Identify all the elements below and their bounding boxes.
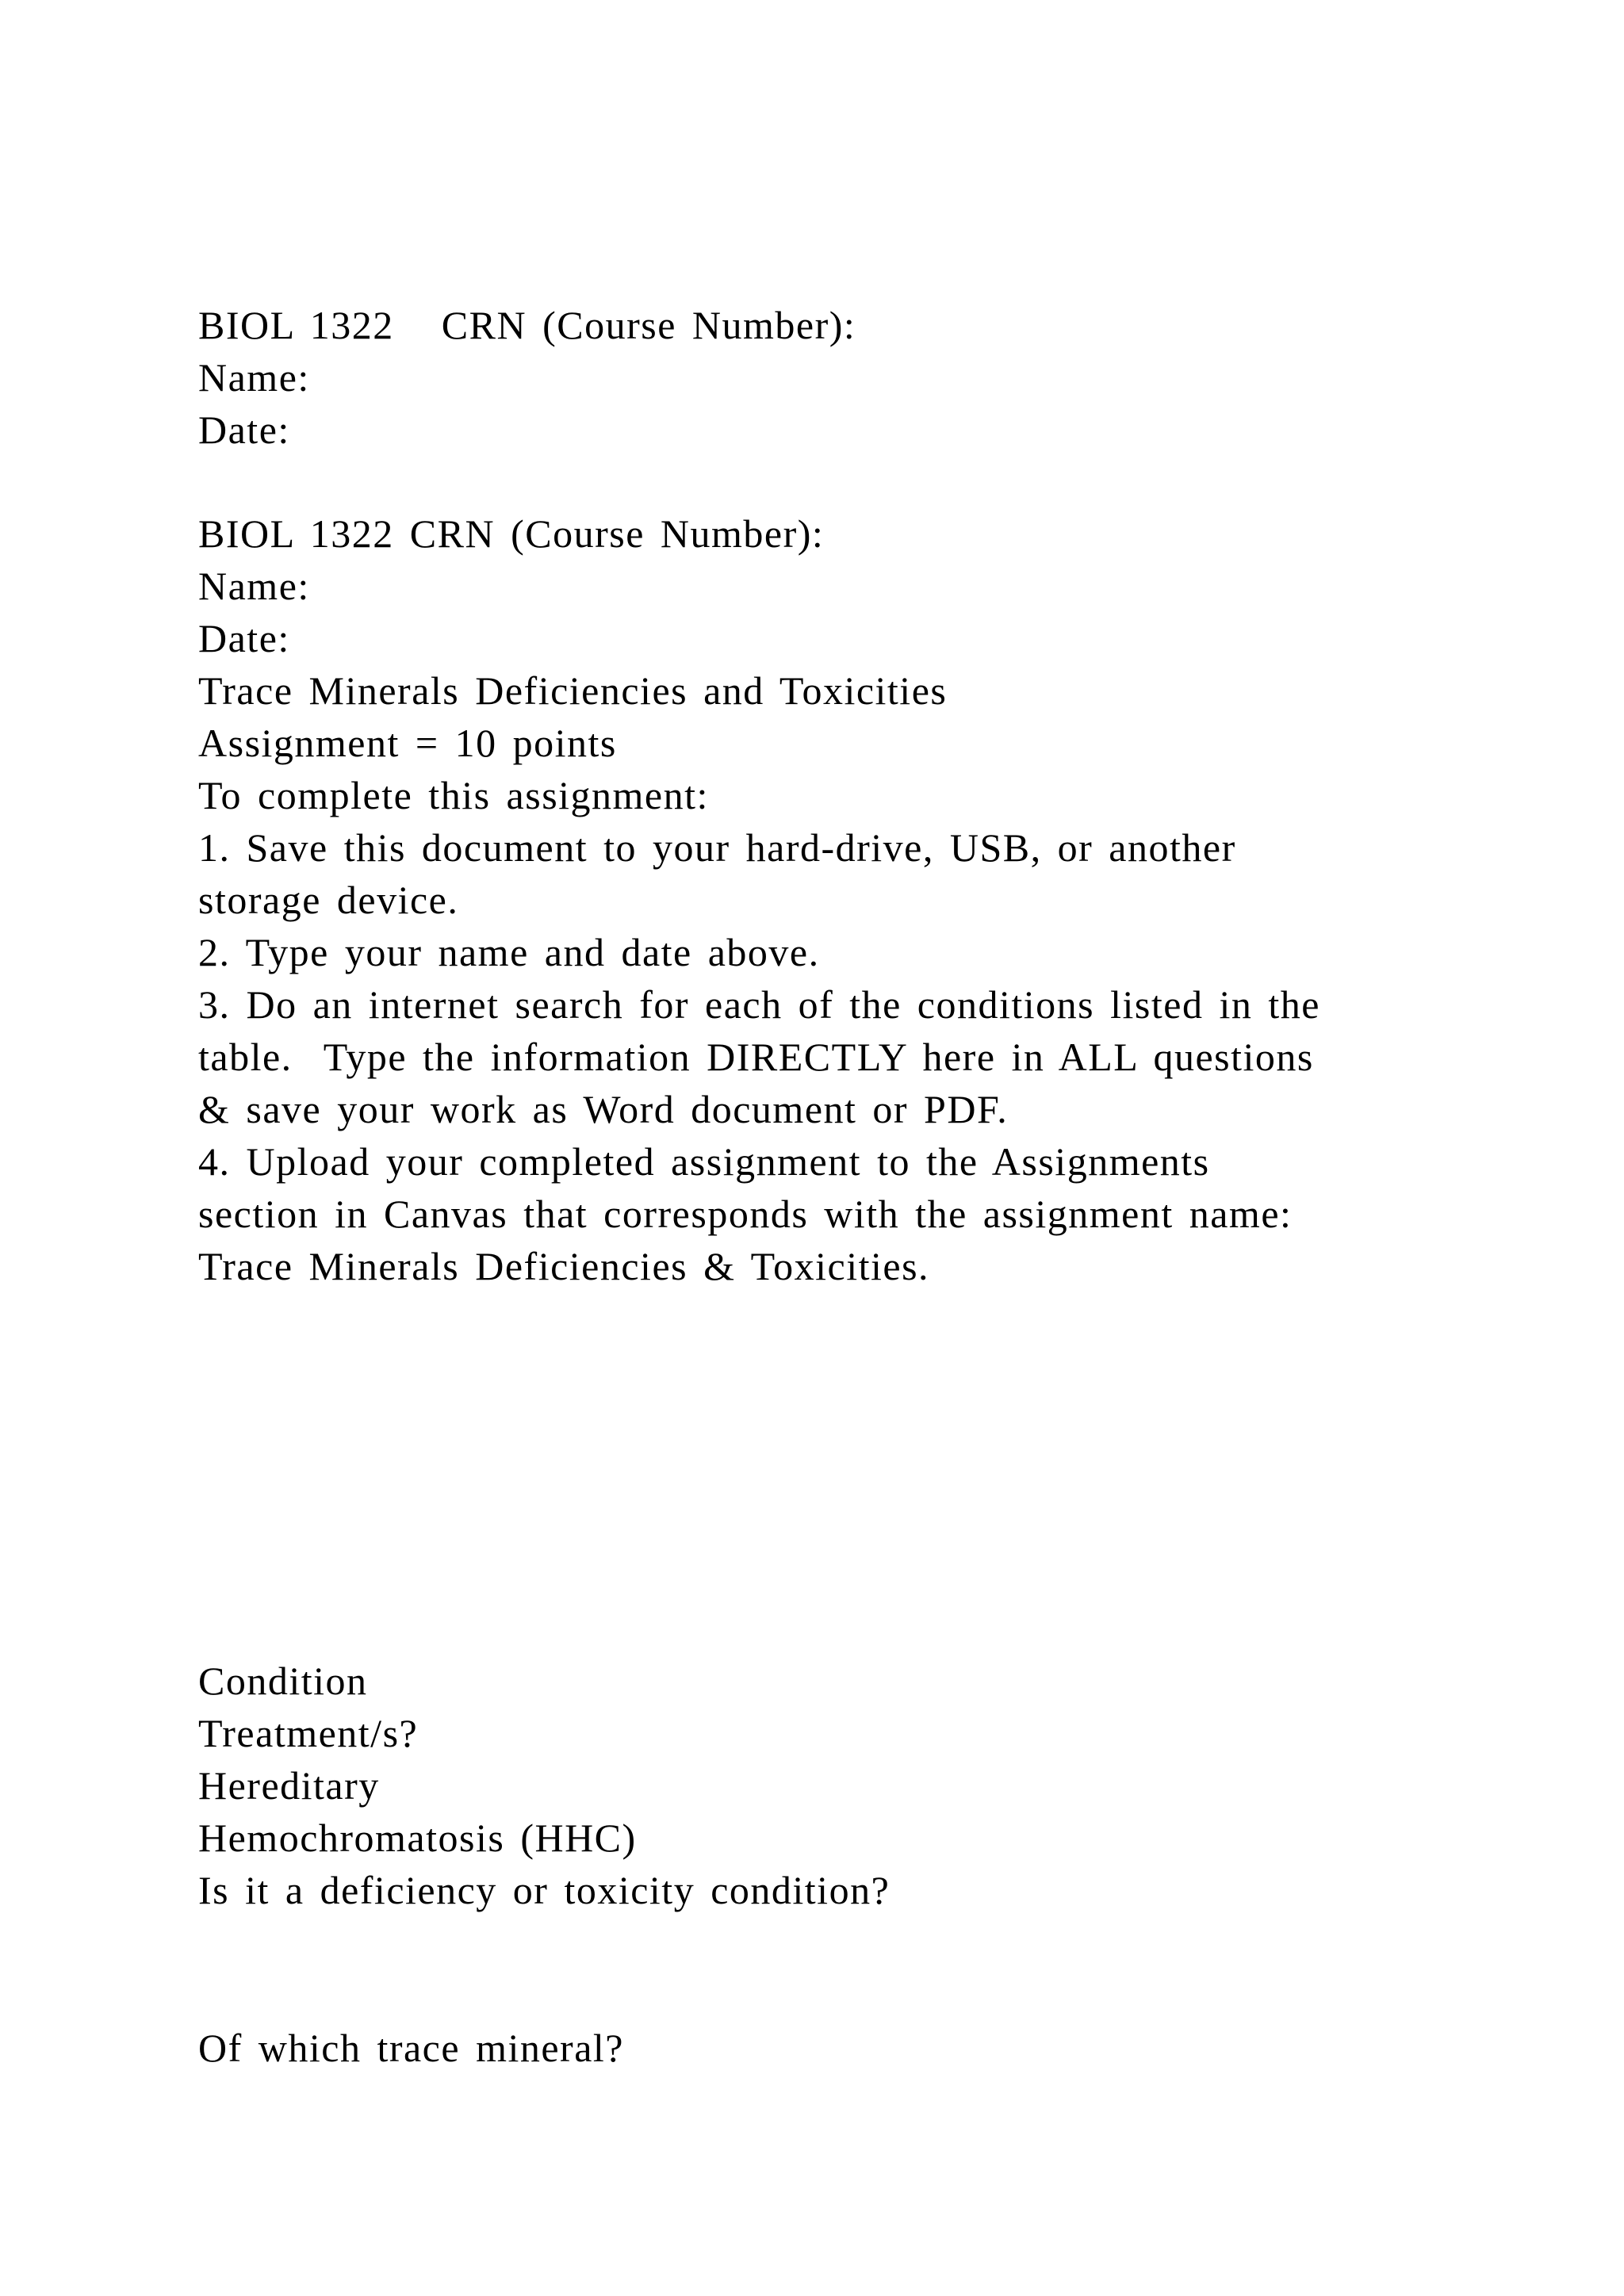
instruction-line: 1. Save this document to your hard-drive, USB, or another [198, 825, 1236, 870]
condition-name-line-1: Hereditary [198, 1763, 380, 1808]
date-label-1: Date: [198, 408, 290, 452]
instruction-line: table. Type the information DIRECTLY here in ALL questions [198, 1035, 1314, 1079]
table-header-condition: Condition [198, 1659, 368, 1703]
table-header-treatment: Treatment/s? [198, 1711, 419, 1755]
instruction-line: 4. Upload your completed assignment to the Assignments [198, 1139, 1210, 1184]
name-label-2: Name: [198, 564, 310, 608]
assignment-points: Assignment = 10 points [198, 721, 617, 765]
condition-name-line-2: Hemochromatosis (HHC) [198, 1816, 637, 1860]
instruction-line: 3. Do an internet search for each of the conditions listed in the [198, 982, 1320, 1027]
question-which-mineral: Of which trace mineral? [198, 2026, 624, 2070]
course-line-2: BIOL 1322 CRN (Course Number): [198, 511, 825, 556]
name-label-1: Name: [198, 355, 310, 400]
assignment-title: Trace Minerals Deficiencies and Toxicities [198, 668, 948, 713]
course-line-1: BIOL 1322 CRN (Course Number): [198, 303, 856, 347]
date-label-2: Date: [198, 616, 290, 660]
instruction-line: storage device. [198, 878, 459, 922]
question-deficiency-or-toxicity: Is it a deficiency or toxicity condition? [198, 1868, 891, 1912]
instructions-heading: To complete this assignment: [198, 773, 709, 817]
instruction-line: 2. Type your name and date above. [198, 930, 820, 974]
instruction-line: section in Canvas that corresponds with the assignment name: [198, 1192, 1293, 1236]
instruction-line: & save your work as Word document or PDF. [198, 1087, 1009, 1131]
instruction-line: Trace Minerals Deficiencies & Toxicities. [198, 1244, 930, 1288]
